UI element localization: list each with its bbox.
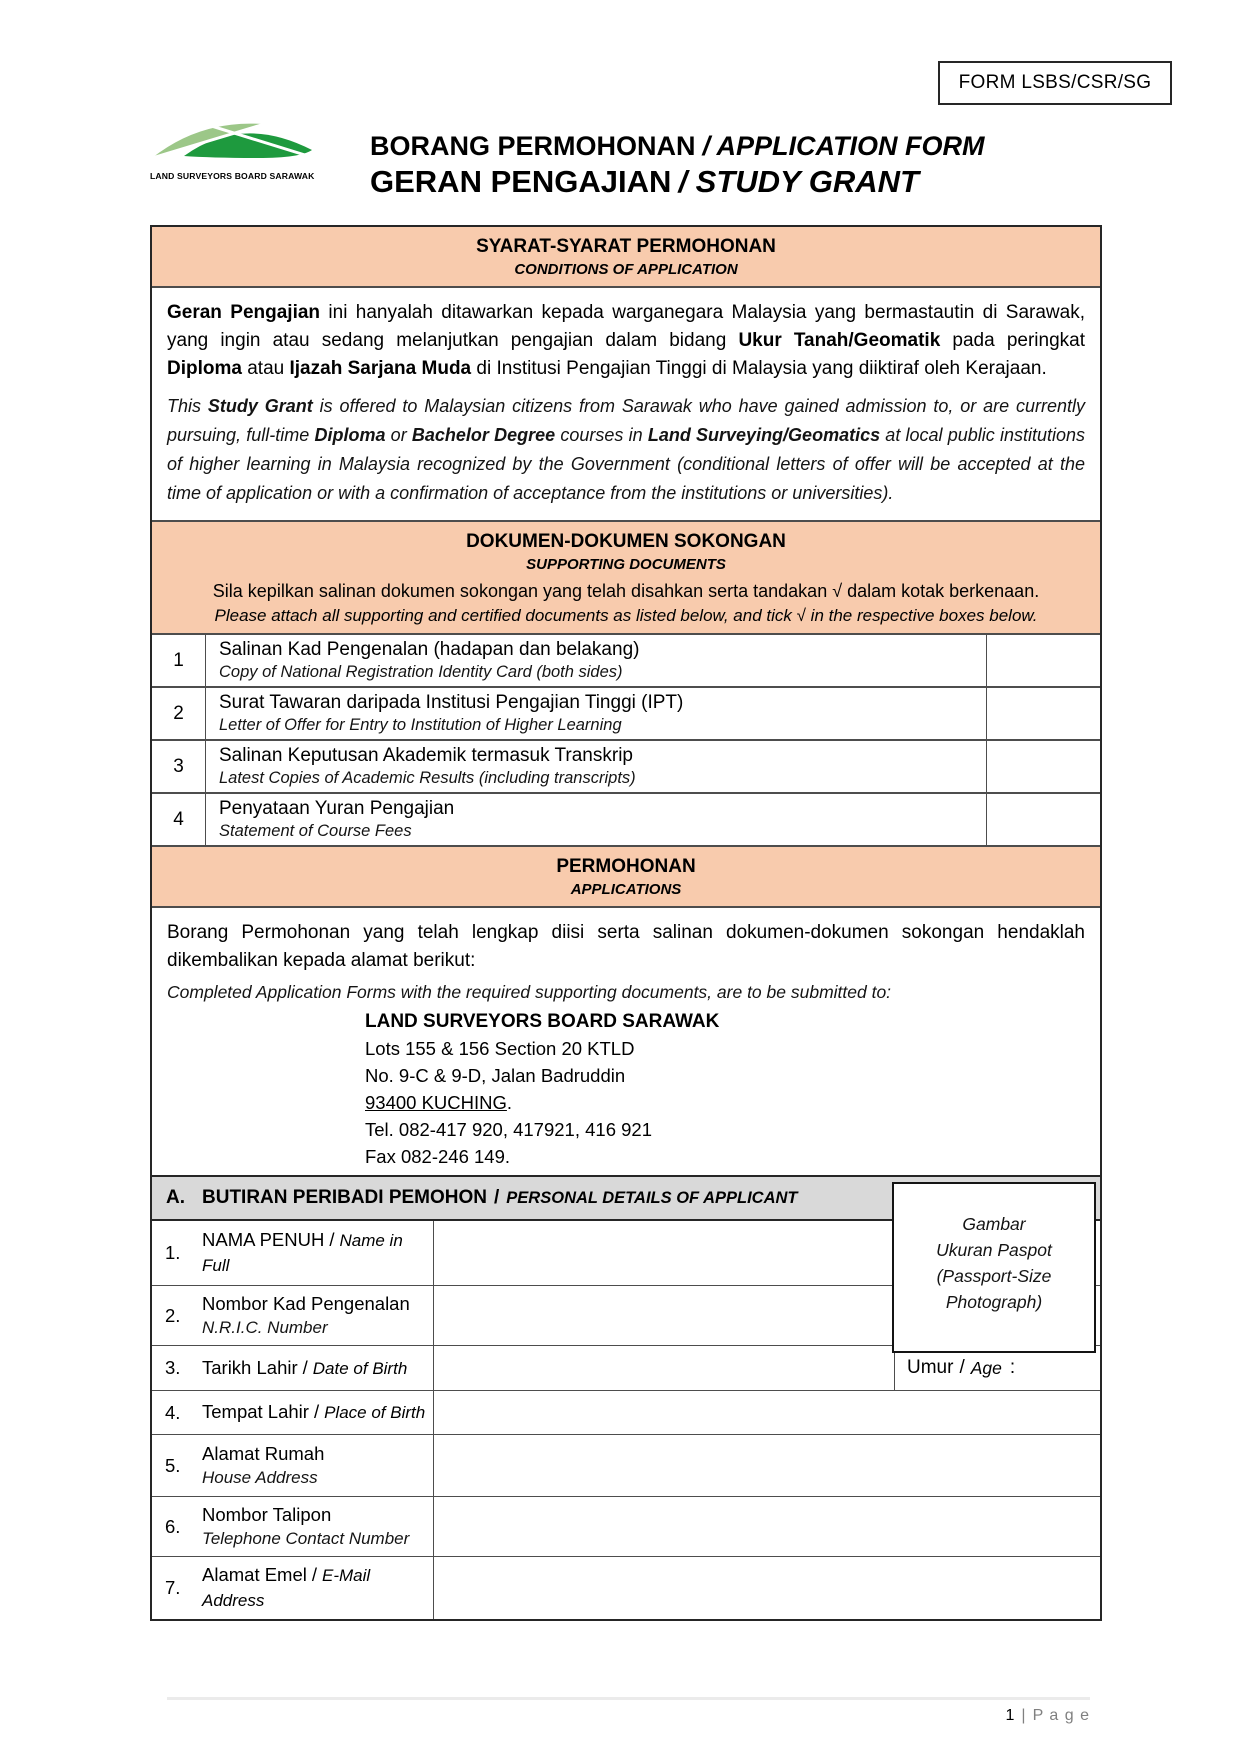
applications-header-en: APPLICATIONS bbox=[570, 881, 682, 898]
field-row-pob bbox=[152, 1390, 1100, 1434]
title2-en: / STUDY GRANT bbox=[678, 164, 919, 199]
field-text bbox=[202, 1356, 407, 1381]
applications-paragraph-en: Completed Application Forms with the required supporting documents, are to be submitted to: bbox=[167, 982, 892, 1002]
text-segment: Ukur Tanah/Geomatik bbox=[738, 330, 941, 351]
main-table bbox=[150, 225, 1102, 1184]
age-colon: : bbox=[1009, 1357, 1016, 1378]
document-label-en: Letter of Offer for Entry to Institution of Higher Learning bbox=[219, 716, 622, 734]
title-line-1 bbox=[370, 129, 985, 163]
field-separator: / bbox=[302, 1356, 308, 1378]
document-row bbox=[152, 792, 1100, 845]
text-segment: di Institusi Pengajian Tinggi di Malaysia yang diiktiraf oleh Kerajaan. bbox=[471, 358, 1047, 379]
field-label-my: Nombor Kad Pengenalan bbox=[202, 1293, 410, 1314]
dob-input-cell[interactable] bbox=[434, 1346, 895, 1390]
title1-en: / APPLICATION FORM bbox=[702, 131, 985, 161]
conditions-body bbox=[152, 286, 1100, 520]
text-segment: or bbox=[385, 425, 412, 445]
field-label bbox=[152, 1346, 434, 1390]
field-label bbox=[152, 1435, 434, 1496]
field-label-my: Alamat Rumah bbox=[202, 1443, 325, 1464]
form-code: FORM LSBS/CSR/SG bbox=[958, 72, 1152, 93]
age-label-my: Umur bbox=[907, 1357, 954, 1378]
section-a-title-en: PERSONAL DETAILS OF APPLICANT bbox=[506, 1188, 798, 1207]
text-segment: at local public institutions of higher learning in Malaysia recognized by the Government (conditional letters of offer will be accepted at the time of application or with a confirmation of acceptance from the institutions or universities). bbox=[167, 425, 1086, 503]
tick-box-cell[interactable] bbox=[986, 688, 1100, 739]
applications-paragraph-my: Borang Permohonan yang telah lengkap diisi serta salinan dokumen-dokumen sokongan hendaklah dikembalikan kepada alamat berikut: bbox=[167, 922, 1085, 971]
field-number: 7. bbox=[165, 1577, 181, 1598]
field-separator: / bbox=[329, 1229, 335, 1250]
field-label-en: Place of Birth bbox=[324, 1403, 426, 1422]
tick-box-cell[interactable] bbox=[986, 794, 1100, 845]
text-segment: Geran Pengajian bbox=[167, 302, 321, 323]
field-label-en: E-Mail Address bbox=[202, 1566, 371, 1610]
field-row-house-address bbox=[152, 1434, 1100, 1496]
field-row-phone bbox=[152, 1496, 1100, 1556]
photo-box-line: Gambar bbox=[962, 1214, 1026, 1234]
page-number: 1 bbox=[1005, 1707, 1015, 1724]
address-fax: Fax 082-246 149. bbox=[365, 1146, 511, 1167]
page-title bbox=[370, 129, 985, 201]
conditions-header-en: CONDITIONS OF APPLICATION bbox=[514, 261, 738, 278]
document-number: 2 bbox=[152, 688, 206, 739]
field-number: 5. bbox=[165, 1454, 181, 1476]
text-segment: ini hanyalah ditawarkan kepada warganegara Malaysia yang bermastautin di Sarawak, yang ingin atau sedang melanjutkan pengajian dalam bidang bbox=[167, 302, 1085, 351]
address-line-2: No. 9-C & 9-D, Jalan Badruddin bbox=[365, 1065, 626, 1086]
form-code-box bbox=[938, 61, 1172, 105]
address-line-1: Lots 155 & 156 Section 20 KTLD bbox=[365, 1038, 635, 1059]
submission-address bbox=[365, 1008, 1085, 1170]
conditions-paragraph-en bbox=[167, 392, 1085, 508]
section-a-title-my: BUTIRAN PERIBADI PEMOHON bbox=[202, 1187, 488, 1208]
applications-body bbox=[152, 906, 1100, 1182]
lsbs-logo-icon bbox=[150, 114, 314, 164]
footer-rule bbox=[167, 1697, 1090, 1700]
text-segment: courses in bbox=[555, 425, 648, 445]
conditions-header bbox=[152, 227, 1100, 286]
document-label-en: Latest Copies of Academic Results (including transcripts) bbox=[219, 769, 636, 787]
photo-box-line: Ukuran Paspot bbox=[936, 1240, 1052, 1260]
document-description bbox=[206, 688, 986, 739]
field-label bbox=[152, 1221, 434, 1285]
document-number: 4 bbox=[152, 794, 206, 845]
document-label-my: Salinan Keputusan Akademik termasuk Transkrip bbox=[219, 745, 633, 766]
text-segment: Diploma bbox=[167, 358, 242, 379]
field-label bbox=[152, 1391, 434, 1434]
field-number: 6. bbox=[165, 1515, 181, 1537]
address-city bbox=[365, 1089, 1085, 1116]
document-description bbox=[206, 794, 986, 845]
field-label-en: N.R.I.C. Number bbox=[202, 1318, 328, 1337]
field-text bbox=[202, 1228, 427, 1278]
page-footer bbox=[1006, 1707, 1090, 1725]
pob-input-cell[interactable] bbox=[434, 1391, 1100, 1434]
field-label-my: NAMA PENUH bbox=[202, 1229, 325, 1250]
field-label-en: House Address bbox=[202, 1468, 318, 1487]
field-label-my: Tarikh Lahir bbox=[202, 1356, 298, 1378]
title-line-2 bbox=[370, 163, 985, 201]
field-number: 2. bbox=[165, 1304, 181, 1326]
tick-box-cell[interactable] bbox=[986, 635, 1100, 686]
document-label-my: Surat Tawaran daripada Institusi Pengajian Tinggi (IPT) bbox=[219, 692, 684, 713]
document-label-en: Statement of Course Fees bbox=[219, 822, 412, 840]
field-separator: / bbox=[313, 1401, 320, 1422]
field-separator: / bbox=[311, 1564, 318, 1585]
field-text bbox=[202, 1503, 409, 1550]
document-number: 1 bbox=[152, 635, 206, 686]
title1-my: BORANG PERMOHONAN bbox=[370, 131, 696, 161]
field-label bbox=[152, 1497, 434, 1556]
field-row-email bbox=[152, 1556, 1100, 1619]
field-label-my: Alamat Emel bbox=[202, 1564, 307, 1585]
photo-box bbox=[892, 1182, 1096, 1353]
conditions-header-my: SYARAT-SYARAT PERMOHONAN bbox=[476, 236, 776, 257]
address-tel: Tel. 082-417 920, 417921, 416 921 bbox=[365, 1119, 652, 1140]
address-city-underlined: 93400 KUCHING bbox=[365, 1092, 507, 1113]
text-segment: atau bbox=[241, 358, 290, 379]
logo-caption: LAND SURVEYORS BOARD SARAWAK bbox=[150, 171, 315, 181]
page-word: P a g e bbox=[1032, 1707, 1090, 1724]
text-segment: pada peringkat bbox=[940, 330, 1085, 351]
text-segment: Land Surveying/Geomatics bbox=[647, 425, 881, 445]
applications-header-my: PERMOHONAN bbox=[556, 856, 696, 877]
age-separator: / bbox=[959, 1357, 965, 1378]
applications-header bbox=[152, 845, 1100, 906]
text-segment: Diploma bbox=[314, 425, 386, 445]
field-text bbox=[202, 1563, 427, 1613]
photo-box-line: (Passport-Size bbox=[936, 1266, 1052, 1286]
document-label-en: Copy of National Registration Identity Card (both sides) bbox=[219, 663, 623, 681]
title2-my: GERAN PENGAJIAN bbox=[370, 164, 672, 199]
section-a bbox=[150, 1175, 1102, 1621]
field-label-en: Date of Birth bbox=[312, 1358, 408, 1378]
document-number: 3 bbox=[152, 741, 206, 792]
field-number: 1. bbox=[165, 1242, 181, 1263]
email-input-cell[interactable] bbox=[434, 1557, 1100, 1619]
section-a-label: A. bbox=[166, 1187, 185, 1208]
section-a-title-separator: / bbox=[494, 1187, 500, 1208]
documents-note-en: Please attach all supporting and certified documents as listed below, and tick √ in the respective boxes below. bbox=[214, 606, 1038, 625]
address-city-suffix: . bbox=[506, 1092, 513, 1113]
text-segment: Ijazah Sarjana Muda bbox=[289, 358, 472, 379]
text-segment: Study Grant bbox=[207, 396, 313, 416]
field-label bbox=[152, 1286, 434, 1345]
document-description bbox=[206, 635, 986, 686]
documents-header-my: DOKUMEN-DOKUMEN SOKONGAN bbox=[466, 531, 786, 552]
document-row bbox=[152, 633, 1100, 686]
photo-box-line: Photograph) bbox=[945, 1292, 1043, 1312]
documents-header-en: SUPPORTING DOCUMENTS bbox=[526, 556, 726, 573]
documents-note-my: Sila kepilkan salinan dokumen sokongan yang telah disahkan serta tandakan √ dalam kotak berkenaan. bbox=[212, 581, 1040, 601]
lsbs-logo bbox=[150, 114, 320, 181]
document-label-my: Penyataan Yuran Pengajian bbox=[219, 798, 455, 819]
field-text bbox=[202, 1442, 324, 1489]
field-label-my: Tempat Lahir bbox=[202, 1401, 309, 1422]
tick-box-cell[interactable] bbox=[986, 741, 1100, 792]
document-row bbox=[152, 739, 1100, 792]
documents-header bbox=[152, 520, 1100, 633]
field-label bbox=[152, 1557, 434, 1619]
page-separator: | bbox=[1021, 1707, 1026, 1724]
document-description bbox=[206, 741, 986, 792]
field-label-en: Name in Full bbox=[202, 1231, 403, 1275]
field-number: 4. bbox=[165, 1401, 181, 1423]
text-segment: is offered to Malaysian citizens from Sarawak who have gained admission to, or are currently pursuing, full-time bbox=[167, 396, 1085, 445]
conditions-paragraph-my bbox=[167, 299, 1085, 383]
address-name: LAND SURVEYORS BOARD SARAWAK bbox=[365, 1011, 720, 1032]
field-label-my: Nombor Talipon bbox=[202, 1504, 332, 1525]
age-label-en: Age bbox=[970, 1357, 1002, 1378]
field-text bbox=[202, 1400, 425, 1425]
field-number: 3. bbox=[165, 1357, 181, 1378]
document-row bbox=[152, 686, 1100, 739]
phone-input-cell[interactable] bbox=[434, 1497, 1100, 1556]
field-label-en: Telephone Contact Number bbox=[202, 1529, 410, 1548]
house-address-input-cell[interactable] bbox=[434, 1435, 1100, 1496]
text-segment: This bbox=[167, 396, 208, 416]
field-text bbox=[202, 1292, 410, 1339]
text-segment: Bachelor Degree bbox=[411, 425, 556, 445]
document-label-my: Salinan Kad Pengenalan (hadapan dan belakang) bbox=[219, 639, 640, 660]
